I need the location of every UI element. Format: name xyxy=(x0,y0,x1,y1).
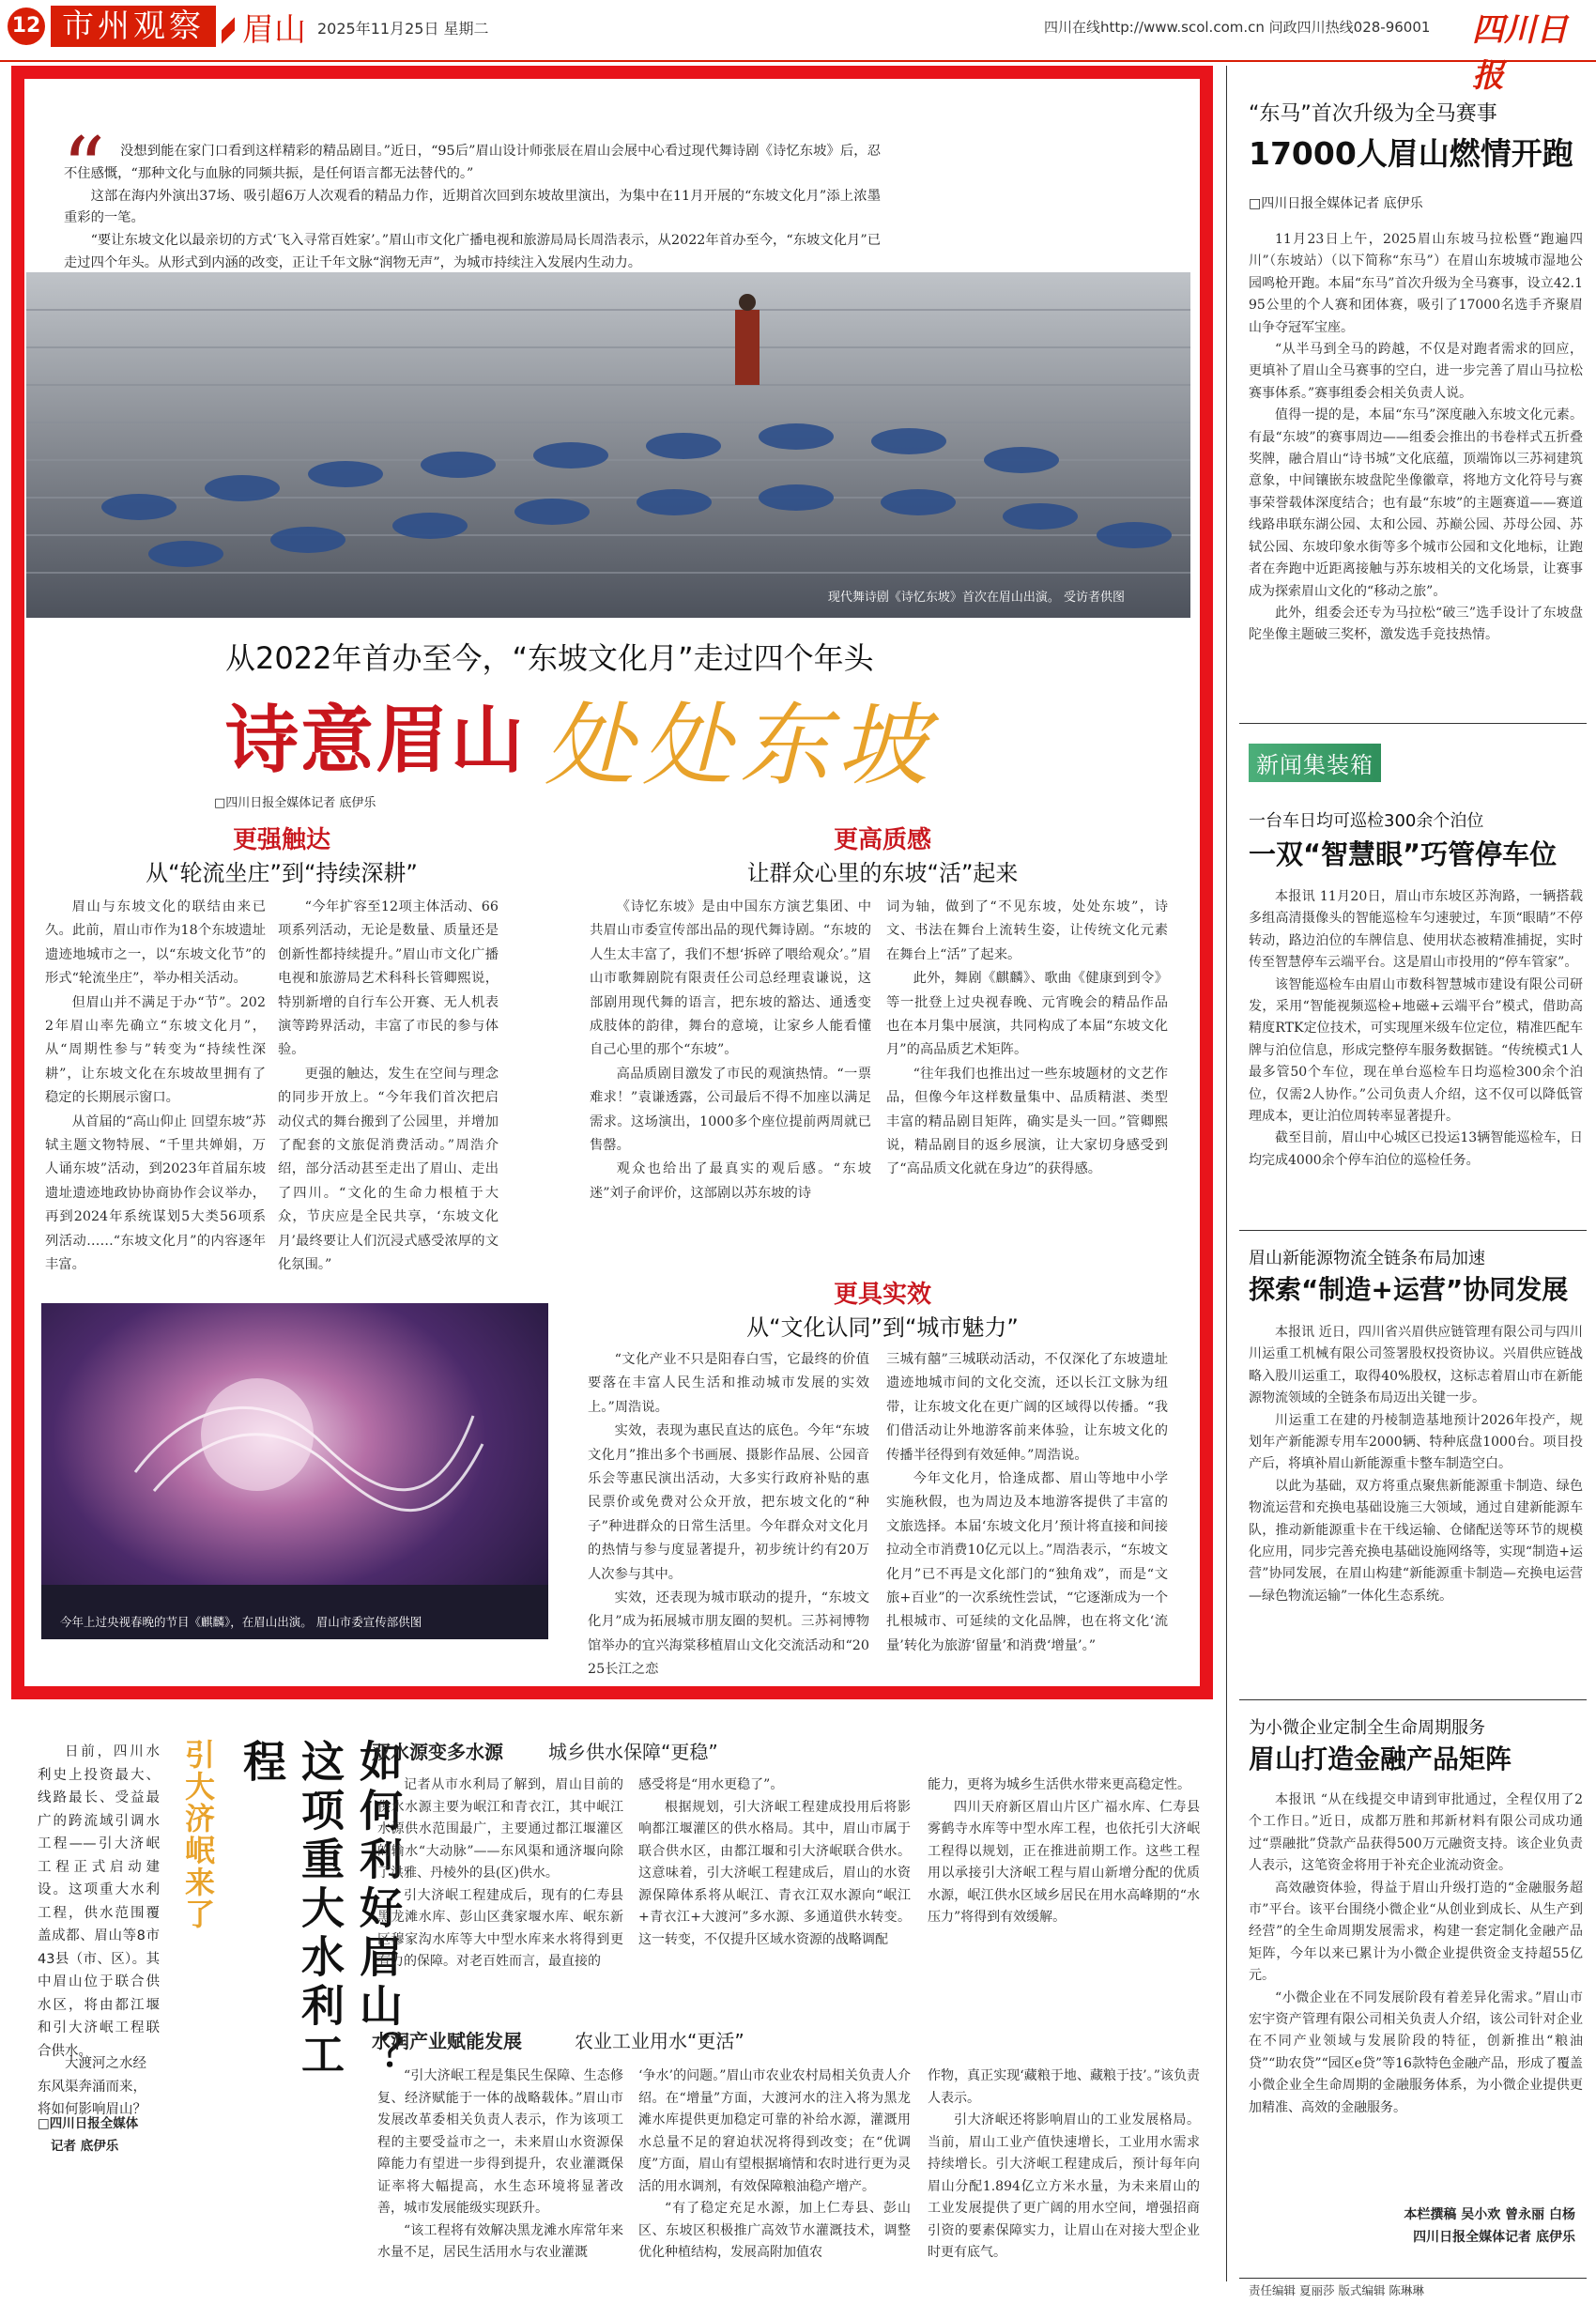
paragraph: “文化产业不只是阳春白雪，它最终的价值要落在丰富人民生活和推动城市发展的实效上。”周浩说。 xyxy=(588,1352,869,1415)
paragraph: “该工程将有效解决黑龙滩水库常年来水量不足，居民生活用水与农业灌溉 xyxy=(377,2222,623,2260)
paragraph: 高品质剧目激发了市民的观演热情。“一票难求！”袁谦透露，公司最后不得不加座以满足需求。这场演出，1000多个座位提前两周就已售罄。 xyxy=(590,1066,871,1154)
stage-steps-illustration xyxy=(26,272,1190,618)
bottom-s2-col3 xyxy=(928,2066,1200,2265)
footer-rule xyxy=(1239,2278,1587,2279)
paragraph: “从半马到全马的跨越，不仅是对跑者需求的回应，更填补了眉山全马赛事的空白，进一步完善了眉山马拉松赛事体系。”赛事组委会相关负责人说。 xyxy=(1249,342,1583,401)
paragraph: 今年文化月，恰逢成都、眉山等地中小学实施秋假，也为周边及本地游客提供了丰富的文旅选择。本届‘东坡文化月’预计将直接和间接拉动全市消费10亿元以上。”周浩表示，“东坡文化月”已不再是文化部门的“独角戏”，而是“文旅+百业”的一次系统性尝试，“它逐渐成为一个扎根城市、可延续的文化品牌，也在将文化‘流量’转化为旅游‘留量’和消费‘增量’。” xyxy=(886,1471,1168,1653)
section2-title: 更高质感 xyxy=(833,826,931,854)
art1-kicker: “东马”首次升级为全马赛事 xyxy=(1249,102,1497,126)
bottom-s2-col1 xyxy=(377,2066,623,2265)
footer-editors: 责任编辑 夏丽莎 版式编辑 陈琳琳 xyxy=(1249,2283,1424,2297)
news-container-tag: 新闻集装箱 xyxy=(1249,744,1381,782)
paragraph: 引大济岷还将影响眉山的工业发展格局。当前，眉山工业产值快速增长，工业用水需求持续增长。引大济岷工程建成后，预计每年向眉山分配1.894亿立方米水量，为未来眉山的工业发展提供了更广阔的用水空间，增强招商引资的要素保障实力，让眉山在对接大型企业时更有底气。 xyxy=(928,2112,1200,2260)
paragraph: “小微企业在不同发展阶段有着差异化需求。”眉山市宏宇资产管理有限公司相关负责人介绍，该公司针对企业在不同产业领域与发展阶段的特征，创新推出“粮油贷”“助农贷”“园区e贷”等16款特色金融产品，形成了覆盖小微企业全生命周期的金融服务体系，为小微企业提供更加精准、高效的金融服务。 xyxy=(1249,1989,1583,2115)
paragraph: 截至目前，眉山中心城区已投运13辆智能巡检车，日均完成4000余个停车泊位的巡检任务。 xyxy=(1249,1130,1583,1168)
section3-col2 xyxy=(886,1348,1168,1658)
paragraph: 能力，更将为城乡生活供水带来更高稳定性。 xyxy=(928,1777,1190,1792)
editors-credit: 本栏撰稿 吴小欢 曾永丽 白杨 xyxy=(1404,2207,1575,2222)
bottom-vertical-kicker: 引大济岷来了 xyxy=(180,1739,216,1930)
paragraph: 引大济岷工程建成后，现有的仁寿县黑龙滩水库、彭山区龚家堰水库、岷东新区穆家沟水库等大中型水库来水将得到更有力的保障。对老百姓而言，最直接的 xyxy=(377,1887,623,1969)
page-number-badge: 12 xyxy=(8,8,45,45)
art2-body xyxy=(1249,886,1583,1172)
art3-headline: 探索“制造+运营”协同发展 xyxy=(1249,1274,1569,1305)
paragraph: 实效，还表现为城市联动的提升，“东坡文化月”成为拓展城市朋友圈的契机。三苏祠博物馆举办的宜兴海棠移植眉山文化交流活动和“2025长江之恋 xyxy=(588,1590,869,1678)
bottom-vertical-headline: 如何利好眉山？这项重大水利工程 xyxy=(237,1739,404,2081)
paragraph: 《诗忆东坡》是由中国东方演艺集团、中共眉山市委宣传部出品的现代舞诗剧。“东坡的人生太丰富了，我们不想‘拆碎了喂给观众’。”眉山市歌舞剧院有限责任公司总经理袁谦说，这部剧用现代舞的语言，把东坡的豁达、通透变成肢体的韵律，舞台的意境，让家乡人能看懂自己心里的那个“东坡”。 xyxy=(590,899,871,1058)
paragraph: 以此为基础，双方将重点聚焦新能源重卡制造、绿色物流运营和充换电基础设施三大领域，通过自建新能源车队，推动新能源重卡在干线运输、仓储配送等环节的规模化应用，同步完善充换电基础设施网络等，实现“制造+运营”协同发展，在眉山构建“新能源重卡制造—充换电运营—绿色物流运输”一体化生态系统。 xyxy=(1249,1478,1583,1604)
section1-col1 xyxy=(45,896,266,1278)
paragraph: 四川天府新区眉山片区广福水库、仁寿县雾鹤寺水库等中型水库工程，也依托引大济岷工程得以规划，正在推进前期工作。这些工程用以承接引大济岷工程与眉山新增分配的优质水源，岷江供水区域乡居民在用水高峰期的“水压力”将得到有效缓解。 xyxy=(928,1799,1200,1925)
paragraph: 更强的触达，发生在空间与理念的同步开放上。“今年我们首次把启动仪式的舞台搬到了公园里，并增加了配套的文旅促消费活动。”周浩介绍，部分活动甚至走出了眉山、走出了四川。“文化的生命力根植于大众，节庆应是全民共享，‘东坡文化月’最终要让人们沉浸式感受浓厚的文化氛围。” xyxy=(278,1066,499,1273)
website-info: 四川在线http://www.scol.com.cn 问政四川热线028-96001 xyxy=(1044,19,1431,36)
dance-stage-photo xyxy=(26,272,1190,618)
photo2-caption: 今年上过央视春晚的节目《麒麟》，在眉山出演。 眉山市委宣传部供图 xyxy=(60,1615,422,1629)
paragraph: 感受将是“用水更稳了”。 xyxy=(638,1777,784,1792)
paragraph: 本报讯 近日，四川省兴眉供应链管理有限公司与四川川运重工机械有限公司签署股权投资协议。兴眉供应链战略入股川运重工，取得40%股权，这标志着眉山市在新能源物流领域的全链条布局迈出关键一步。 xyxy=(1249,1325,1583,1406)
paragraph: 值得一提的是，本届“东马”深度融入东坡文化元素。有最“东坡”的赛事周边——组委会推出的书卷样式五折叠奖牌，融合眉山“诗书城”文化底蕴，顶端饰以三苏祠建筑意象，中间镶嵌东坡盘陀坐像徽章，将地方文化符号与赛事荣誉载体深度结合；也有最“东坡”的主题赛道——赛道线路串联东湖公园、太和公园、苏巅公园、苏母公园、苏轼公园、东坡印象水街等多个城市公园和文化地标，让跑者在奔跑中近距离接触与苏东坡相关的文化场景，让赛事成为探索眉山文化的“移动之旅”。 xyxy=(1249,407,1583,599)
section2-col1 xyxy=(590,896,871,1206)
lead-text xyxy=(64,141,881,275)
bottom-sec1-title: 双水源变多水源 xyxy=(372,1741,503,1763)
paragraph: 该智能巡检车由眉山市数科智慧城市建设有限公司研发，采用“智能视频巡检+地磁+云端平台”模式，借助高精度RTK定位技术，可实现厘米级车位定位，精准匹配车牌与泊位信息，形成完整停车服务数据链。“传统模式1人最多管50个车位，现在单台巡检车日均巡检300余个泊位，仅需2人协作。”公司负责人介绍，这不仅可以降低管理成本，更让泊位周转率显著提升。 xyxy=(1249,976,1583,1125)
art4-headline: 眉山打造金融产品矩阵 xyxy=(1249,1743,1512,1774)
right-hr xyxy=(1239,723,1587,724)
art1-headline: 17000人眉山燃情开跑 xyxy=(1249,135,1573,172)
section3-subtitle: 从“文化认同”到“城市魅力” xyxy=(746,1314,1019,1341)
section-slash-icon xyxy=(222,6,235,47)
paragraph: “今年扩容至12项主体活动、66项系列活动，无论是数量、质量还是创新性都持续提升。”眉山市文化广播电视和旅游局艺术科科长管卿熙说，特别新增的自行车公开赛、无人机表演等跨界活动，丰富了市民的参与体验。 xyxy=(278,899,499,1058)
art2-headline: 一双“智慧眼”巧管停车位 xyxy=(1249,838,1558,870)
bottom-s2-col2 xyxy=(638,2066,911,2265)
lead-quote-mark: “ xyxy=(62,119,106,218)
feature-headline: 诗意眉山 xyxy=(225,699,527,783)
art4-kicker: 为小微企业定制全生命周期服务 xyxy=(1249,1718,1485,1738)
paragraph: 词为轴，做到了“不见东坡，处处东坡”，诗文、书法在舞台上流转生姿，让传统文化元素在舞台上“活”了起来。 xyxy=(886,899,1168,962)
paragraph: 作物，真正实现‘藏粮于地、藏粮于技’。”该负责人表示。 xyxy=(928,2068,1200,2106)
paragraph: 三城有囍”三城联动活动，不仅深化了东坡遗址遗迹地城市间的文化交流，还以长江文脉为纽带，让东坡文化在更广阔的区域得以传播。“我们借活动让外地游客前来体验，让东坡文化的传播半径得到有效延伸。”周浩说。 xyxy=(886,1352,1168,1463)
art4-body xyxy=(1249,1789,1583,2119)
feature-headline-calligraphy: 处处东坡 xyxy=(545,693,935,798)
lead-para: “要让东坡文化以最亲切的方式‘飞入寻常百姓家’。”眉山市文化广播电视和旅游局局长周浩表示，从2022年首办至今，“东坡文化月”已走过四个年头。从形式到内涵的改变，正让千年文脉“润物无声”，为城市持续注入发展内生动力。 xyxy=(64,233,881,270)
art3-kicker: 眉山新能源物流全链条布局加速 xyxy=(1249,1249,1485,1268)
paragraph: 但眉山并不满足于办“节”。2022年眉山率先确立“东坡文化月”，从“周期性参与”转变为“持续性深耕”，让东坡文化在东坡故里拥有了稳定的长期展示窗口。 xyxy=(45,994,266,1106)
section1-subtitle: 从“轮流坐庄”到“持续深耕” xyxy=(146,860,418,886)
bottom-intro-2: 大渡河之水经东风渠奔涌而来，将如何影响眉山？ xyxy=(38,2056,146,2117)
right-divider xyxy=(1226,66,1227,2281)
bottom-sec1-subtitle: 城乡供水保障“更稳” xyxy=(548,1741,718,1763)
paragraph: 川运重工在建的丹棱制造基地预计2026年投产，规划年产新能源专用车2000辆、特种底盘1000台。项目投产后，将填补眉山新能源重卡整车制造空白。 xyxy=(1249,1412,1583,1472)
bottom-sec2-title: 水润产业赋能发展 xyxy=(372,2030,522,2052)
paragraph: “有了稳定充足水源，加上仁寿县、彭山区、东坡区积极推广高效节水灌溉技术，调整优化种植结构，发展高附加值农 xyxy=(638,2201,911,2260)
newspaper-logo: 四川日报 xyxy=(1472,11,1568,95)
editors-credit-2: 四川日报全媒体记者 底伊乐 xyxy=(1413,2230,1575,2245)
art2-kicker: 一台车日均可巡检300余个泊位 xyxy=(1249,811,1484,831)
art1-byline: □四川日报全媒体记者 底伊乐 xyxy=(1249,196,1423,211)
right-hr xyxy=(1239,1230,1587,1231)
paragraph: 此外，组委会还专为马拉松“破三”选手设计了东坡盘陀坐像主题破三奖杯，激发选手竞技热情。 xyxy=(1249,605,1583,643)
section2-col2 xyxy=(886,896,1168,1182)
page-header xyxy=(0,0,1596,95)
paragraph: “引大济岷工程是集民生保障、生态修复、经济赋能于一体的战略载体。”眉山市发展改革委相关负责人表示，作为该项工程的主要受益市之一，未来眉山水资源保障能力有望进一步得到提升，农业灌溉保证率将大幅提高，水生态环境将显著改善，城市发展能级实现跃升。 xyxy=(377,2068,623,2216)
paragraph: 观众也给出了最真实的观后感。“东坡迷”刘子俞评价，这部剧以苏东坡的诗 xyxy=(590,1161,871,1201)
bottom-byline: □四川日报全媒体 xyxy=(38,2116,139,2131)
feature-byline: □四川日报全媒体记者 底伊乐 xyxy=(214,796,376,810)
photo1-caption: 现代舞诗剧《诗忆东坡》首次在眉山出演。 受访者供图 xyxy=(827,591,1125,605)
paragraph: 从首届的“高山仰止 回望东坡”苏轼主题文物特展、“千里共婵娟，万人诵东坡”活动，到2023年首届东坡遗址遗迹地政协协商协作会议举办，再到2024年系统谋划5大类56项系列活动……“东坡文化月”的内容逐年丰富。 xyxy=(45,1114,266,1273)
section3-col1 xyxy=(588,1348,869,1682)
paragraph: 根据规划，引大济岷工程建成投用后将影响都江堰灌区的供水格局。其中，眉山市属于联合供水区，由都江堰和引大济岷联合供水。这意味着，引大济岷工程建成后，眉山的水资源保障体系将从岷江、青衣江双水源向“岷江+青衣江+大渡河”多水源、多通道供水转变。这一转变，不仅提升区域水资源的战略调配 xyxy=(638,1799,911,1947)
bottom-s1-col2 xyxy=(638,1774,911,1951)
paragraph: 11月23日上午，2025眉山东坡马拉松暨“跑遍四川”（东坡站）（以下简称“东马”）在眉山东坡城市湿地公园鸣枪开跑。本届“东马”首次升级为全马赛事，设立42.195公里的个人赛和团体赛，吸引了17000名选手齐聚眉山争夺冠军宝座。 xyxy=(1249,232,1583,335)
paragraph: 本报讯 “从在线提交申请到审批通过，全程仅用了2个工作日。”近日，成都万胜和邦新材料有限公司成功通过“票融批”贷款产品获得500万元融资支持。该企业负责人表示，这笔资金将用于补充企业流动资金。 xyxy=(1249,1792,1583,1874)
qilin-performance-photo xyxy=(41,1303,548,1639)
section-label: 市州观察 xyxy=(51,6,216,47)
city-label: 眉山 xyxy=(242,11,306,49)
feature-kicker: 从2022年首办至今，“东坡文化月”走过四个年头 xyxy=(225,640,874,676)
paragraph: “往年我们也推出过一些东坡题材的文艺作品，但像今年这样数量集中、品质精湛、类型丰富的精品剧目矩阵，确实是头一回。”管卿熙说，精品剧目的返乡展演，让大家切身感受到了“高品质文化就在身边”的获得感。 xyxy=(886,1066,1168,1177)
paragraph: ‘争水’的问题。”眉山市农业农村局相关负责人介绍。在“增量”方面，大渡河水的注入将为黑龙滩水库提供更加稳定可靠的补给水源，灌溉用水总量不足的窘迫状况将得到改变；在“优调度”方面，眉山有望根据墒情和农时进行更为灵活的用水调剂，有效保障粮油稳产增产。 xyxy=(638,2068,911,2194)
paragraph: 实效，表现为惠民直达的底色。今年“东坡文化月”推出多个书画展、摄影作品展、公园音乐会等惠民演出活动，大多实行政府补贴的惠民票价或免费对公众开放，把东坡文化的“种子”种进群众的日常生活里。今年群众对文化月的热情与参与度显著提升，初步统计约有20万人次参与其中。 xyxy=(588,1423,869,1582)
paragraph: 此外，舞剧《麒麟》、歌曲《健康到到令》等一批登上过央视春晚、元宵晚会的精品作品也在本月集中展演，共同构成了本届“东坡文化月”的高品质艺术矩阵。 xyxy=(886,971,1168,1058)
right-hr xyxy=(1239,1699,1587,1700)
section1-col2 xyxy=(278,896,499,1278)
lead-para: 没想到能在家门口看到这样精彩的精品剧目。”近日，“95后”眉山设计师张辰在眉山会展中心看过现代舞诗剧《诗忆东坡》后，忍不住感慨，“那种文化与血脉的同频共振，是任何语言都无法替代的。” xyxy=(64,144,881,181)
issue-date: 2025年11月25日 星期二 xyxy=(317,20,489,38)
bottom-byline-2: 记者 底伊乐 xyxy=(51,2139,119,2154)
bottom-s1-col1 xyxy=(377,1774,623,1974)
bottom-s1-col3 xyxy=(928,1774,1200,1929)
art1-body xyxy=(1249,229,1583,647)
section1-title: 更强触达 xyxy=(232,826,330,854)
paragraph: 高效融资体验，得益于眉山升级打造的“金融服务超市”平台。该平台围绕小微企业“从创业到成长、从生产到经营”的全生命周期发展需求，构建一套定制化金融产品矩阵，今年以来已累计为小微企业提供资金支持超55亿元。 xyxy=(1249,1880,1583,1984)
lead-para: 这部在海内外演出37场、吸引超6万人次观看的精品力作，近期首次回到东坡故里演出，为集中在11月开展的“东坡文化月”添上浓墨重彩的一笔。 xyxy=(64,188,881,226)
paragraph: 记者从市水利局了解到，眉山目前的供水水源主要为岷江和青衣江，其中岷江水源供水范围最广，主要通过都江堰灌区的输水“大动脉”——东风渠和通济堰向除了洪雅、丹棱外的县(区)供水。 xyxy=(377,1777,623,1881)
bottom-sec2-subtitle: 农业工业用水“更活” xyxy=(575,2030,744,2052)
section3-title: 更具实效 xyxy=(833,1281,931,1309)
paragraph: 本报讯 11月20日，眉山市东坡区苏洵路，一辆搭载多组高清摄像头的智能巡检车匀速驶过，车顶“眼睛”不停转动，路边泊位的车牌信息、使用状态被精准捕捉，实时传至智慧停车云端平台。这是眉山市投用的“停车管家”。 xyxy=(1249,889,1583,971)
dragon-illustration xyxy=(41,1303,548,1639)
art3-body xyxy=(1249,1322,1583,1607)
paragraph: 眉山与东坡文化的联结由来已久。此前，眉山市作为18个东坡遗址遗迹地城市之一，以“东坡文化节”的形式“轮流坐庄”，举办相关活动。 xyxy=(45,899,266,987)
bottom-intro: 日前，四川水利史上投资最大、线路最长、受益最广的跨流域引调水工程——引大济岷工程正式启动建设。这项重大水利工程，供水范围覆盖成都、眉山等8市43县（市、区）。其中眉山位于联合供水区，将由都江堰和引大济岷工程联合供水。 xyxy=(38,1744,160,2059)
section2-subtitle: 让群众心里的东坡“活”起来 xyxy=(746,860,1019,886)
